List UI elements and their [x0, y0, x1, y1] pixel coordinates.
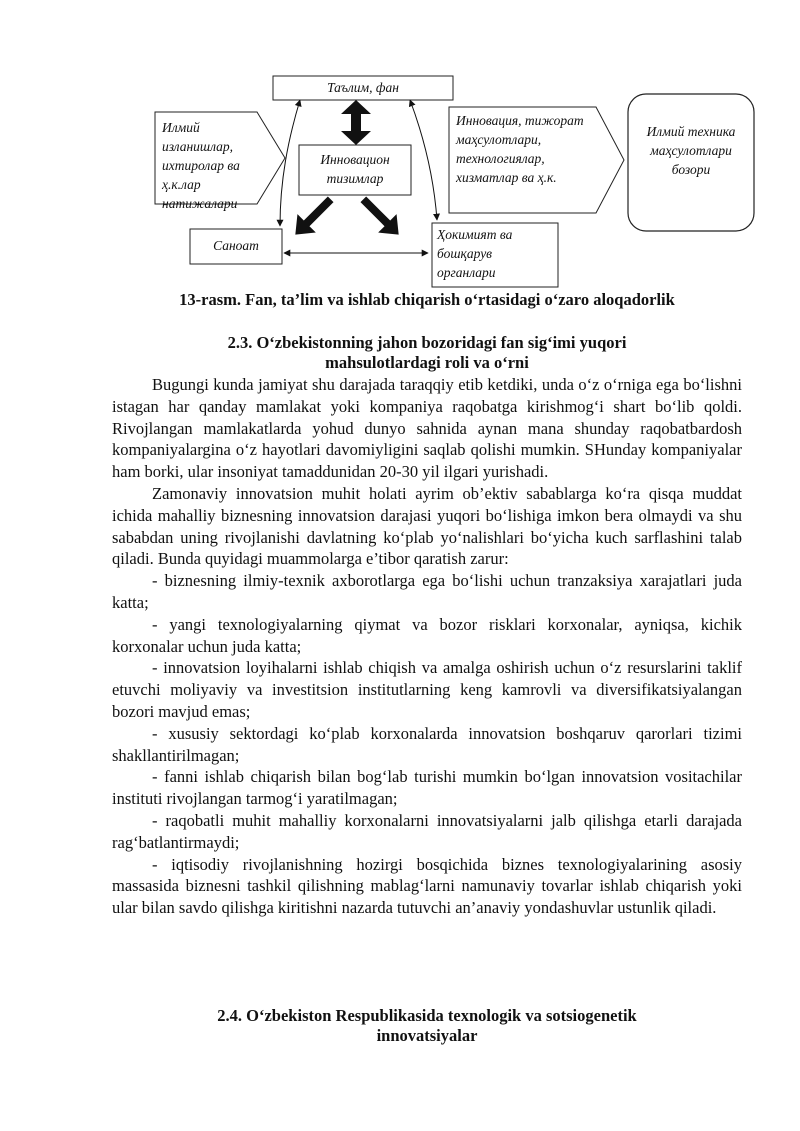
- thick-arrow-to-sanoat: [286, 190, 340, 244]
- list-item: - fanni ishlab chiqarish bilan bog‘lab turishi mumkin bo‘lgan innovatsion vositachilar instituti rivojlangan tarmog‘i yaratilmagan;: [112, 767, 742, 809]
- figure-caption: 13-rasm. Fan, ta’lim va ishlab chiqarish o‘rtasidagi o‘zaro aloqadorlik: [179, 290, 675, 309]
- list-item: - xususiy sektordagi ko‘plab korxonalarda innovatsion boshqaruv qarorlari tizimi shakllantirilmagan;: [112, 723, 742, 765]
- thick-arrow-to-hokimiyat: [354, 190, 408, 244]
- double-arrow-vertical: [341, 100, 371, 145]
- heading-2-3-line2: mahsulotlardagi roli va o‘rni: [325, 353, 529, 372]
- label-bozori: Илмий техника маҳсулотлари бозори: [646, 124, 736, 177]
- heading-2-3-line1: 2.3. O‘zbekistonning jahon bozoridagi fan sig‘imi yuqori: [227, 333, 627, 352]
- section-heading-2-3: [112, 333, 742, 373]
- body-text: [112, 374, 742, 919]
- paragraph: Zamonaviy innovatsion muhit holati ayrim ob’ektiv sabablarga ko‘ra qisqa muddat ichida mahalliy biznesning innovatsion darajasi yuqori bo‘lishiga imkon bera olmaydi va shu sababdan uning rivojlanishi davlatning ko‘plab yo‘nalishlari bo‘yicha kuch sarflashini talab qiladi. Bunda quyidagi muammolarga e’tibor qaratish zarur:: [112, 483, 742, 569]
- label-hokimiyat: Ҳокимият ва бошқарув органлари: [437, 227, 513, 280]
- list-item: - raqobatli muhit mahalliy korxonalarni innovatsiyalarni jalb qilishga etarli darajada rag‘batlantirmaydi;: [112, 810, 742, 852]
- list-item: - iqtisodiy rivojlanishning hozirgi bosqichida biznes texnologiyalarining asosiy massasida biznesni tashkil qilishning mablag‘larni namunaviy tovarlar ishlab chiqarish yoki ular bilan savdo qilishga kiritishni nazarda tutuvchi an’anaviy yondashuvlar ustunlik qiladi.: [112, 854, 742, 918]
- label-innovatsiya: Инновация, тижорат маҳсулотлари, технологиялар, хизматлар ва ҳ.к.: [456, 113, 584, 185]
- curve-arrow-right: [410, 100, 437, 220]
- heading-2-4-line2: innovatsiyalar: [376, 1026, 478, 1045]
- list-item: - innovatsion loyihalarni ishlab chiqish va amalga oshirish uchun o‘z resurslarini taklif etuvchi moliyaviy va investitsion institutlarning keng kamrovli va diversifikatsiyalangan bozori mavjud emas;: [112, 658, 742, 721]
- list-item: - yangi texnologiyalarning qiymat va bozor risklari korxonalar, ayniqsa, kichik korxonalar uchun juda katta;: [112, 614, 742, 656]
- paragraph: Bugungi kunda jamiyat shu darajada taraqqiy etib ketdiki, unda o‘z o‘rniga ega bo‘lishni istagan har qanday mamlakat yoki kompaniya raqobatga kirishmog‘i shart bo‘lib qoldi. Rivojlangan mamlakatlarda yohud dunyo sahnida aynan mana shunday raqobatbardosh kompaniyalargina o‘z hayotlari davomiyligini saqlab qolishi mumkin. SHunday kompaniyalar ham borki, ular insoniyat tamaddunidan 20-30 yil ilgari yurishadi.: [112, 375, 742, 482]
- label-talim: Таълим, фан: [327, 80, 399, 95]
- innovation-diagram: [0, 0, 800, 295]
- curve-arrow-left: [280, 100, 300, 226]
- list-item: - biznesning ilmiy-texnik axborotlarga ega bo‘lishi uchun tranzaksiya xarajatlari juda katta;: [112, 571, 742, 612]
- label-tizimlar: Инновацион тизимлар: [320, 152, 390, 186]
- section-heading-2-4: [112, 1006, 742, 1046]
- heading-2-4-line1: 2.4. O‘zbekiston Respublikasida texnologik va sotsiogenetik: [217, 1006, 637, 1025]
- label-ilmiy: Илмий изланишлар, ихтиролар ва ҳ.к.лар натижалари: [162, 120, 240, 211]
- label-sanoat: Саноат: [213, 238, 259, 253]
